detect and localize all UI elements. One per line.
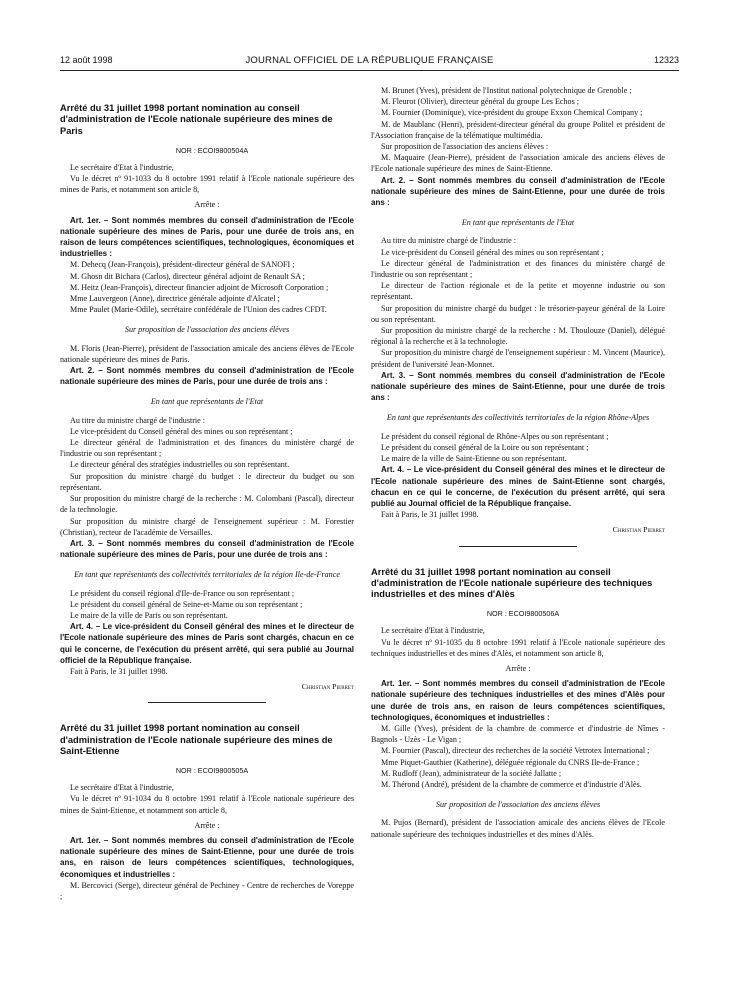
page-header: [60, 55, 679, 69]
paragraph: Le maire de la ville de Paris ou son représentant.: [70, 610, 228, 620]
paragraph: Le maire de la ville de Saint-Etienne ou son représentant.: [381, 454, 567, 464]
paragraph: M. Fournier (Pascal), directeur des recherches de la société Vetrotex International ;: [381, 746, 650, 756]
paragraph: Le secrétaire d'Etat à l'industrie,: [381, 626, 485, 636]
section-heading: En tant que représentants de l'Etat: [150, 397, 264, 407]
paragraph: Le président du conseil général de Seine-et-Marne ou son représentant ;: [70, 599, 303, 609]
paragraph: Le vice-président du Conseil général des mines ou son représentant ;: [70, 426, 293, 436]
paragraph: Sur proposition du ministre chargé de l'enseignement supérieur : M. Forestier (Christian), recteur de l'académie de Versailles.: [60, 516, 354, 537]
page-number: 12323: [653, 55, 679, 65]
article-paragraph: [371, 464, 665, 509]
section-heading: Sur proposition de l'association des anciens élèves: [435, 800, 601, 810]
journal-title: JOURNAL OFFICIEL DE LA RÉPUBLIQUE FRANÇAISE: [245, 55, 494, 66]
article-text: – Sont nommés membres du conseil d'administration de l'Ecole nationale supérieure des mines de Paris, pour une durée de trois ans, en raison de leurs compétences scientifiques, technologiques, économiques et industrielles :: [60, 215, 354, 259]
paragraph: Sur proposition du ministre chargé de l'enseignement supérieur : M. Vincent (Maurice), président de l'université Jean-Monnet.: [371, 348, 665, 369]
paragraph: M. Rudloff (Jean), administrateur de la société Jallatte ;: [381, 768, 562, 778]
article-text: – Le vice-président du Conseil général des mines et le directeur de l'Ecole nationale supérieure des mines de Paris sont chargés, chacun en ce qui le concerne, de l'exécution du présent arrêté, qui sera publié au Journal officiel de la République française.: [60, 622, 354, 665]
section-heading: En tant que représentants des collectivités territoriales de la région Rhône-Alpes: [386, 413, 650, 423]
paragraph: Fait à Paris, le 31 juillet 1998.: [381, 510, 479, 520]
paragraph: Le président du conseil général de la Loire ou son représentant ;: [381, 442, 589, 452]
paragraph: Fait à Paris, le 31 juillet 1998.: [70, 666, 168, 676]
paragraph: Vu le décret nº 91-1034 du 8 octobre 1991 relatif à l'Ecole nationale supérieure des mines de Saint-Etienne, et notamment son article 8,: [60, 794, 354, 815]
section-heading: En tant que représentants de l'Etat: [461, 218, 575, 228]
article-label: Art. 1er.: [70, 215, 104, 225]
paragraph: Mme Paulet (Marie-Odile), secrétaire confédérale de l'Union des cadres CFDT.: [70, 305, 327, 315]
paragraph: Le président du conseil régional de Rhône-Alpes ou son représentant ;: [381, 431, 609, 441]
paragraph: M. Floris (Jean-Pierre), président de l'association amicale des anciens élèves de l'Ecole nationale supérieure des mines de Paris.: [60, 343, 354, 364]
article-label: Art. 3.: [381, 370, 410, 380]
paragraph: M. Heitz (Jean-François), directeur financier adjoint de Microsoft Corporation ;: [70, 282, 329, 292]
paragraph: Le directeur général des stratégies industrielles ou son représentant.: [70, 460, 290, 470]
paragraph: Sur proposition de l'association des anciens élèves :: [381, 142, 549, 152]
paragraph: M. Thérond (André), président de la chambre de commerce et d'industrie d'Alès.: [381, 779, 642, 789]
section-heading: Sur proposition de l'association des anciens élèves: [124, 325, 290, 335]
paragraph: Le directeur de l'action régionale et de la petite et moyenne industrie ou son représentant.: [371, 281, 665, 302]
article-text: – Sont nommés membres du conseil d'administration de l'Ecole nationale supérieure des mines de Saint-Etienne, pour une durée de trois ans, en raison de leurs compétences scientifiques, technologiques, économiques et industrielles :: [60, 835, 354, 879]
article-paragraph: [60, 835, 354, 880]
paragraph: Le directeur général de l'administration et des finances du ministère chargé de l'industrie ou son représentant ;: [371, 258, 665, 280]
article-label: Art. 4.: [70, 622, 96, 632]
article-text: – Sont nommés membres du conseil d'administration de l'Ecole nationale supérieure des mines de Paris, pour une durée de trois ans :: [60, 538, 354, 560]
paragraph: Sur proposition du ministre chargé de la recherche : M. Colombani (Pascal), directeur de la technologie.: [60, 494, 354, 515]
article-paragraph: [371, 370, 665, 404]
article-label: Art. 1er.: [381, 679, 415, 689]
paragraph: Mme Lauvergeon (Anne), directrice générale adjointe d'Alcatel ;: [70, 294, 280, 304]
paragraph: M. Ghosn dit Bichara (Carlos), directeur général adjoint de Renault SA ;: [70, 271, 305, 281]
article-text: – Sont nommés membres du conseil d'administration de l'Ecole nationale supérieure des techniques industrielles et des mines d'Alès pour une durée de trois ans, en raison de leurs compétences scientifiques, technologiques, économiques et industrielles :: [371, 679, 665, 722]
article-label: Art. 3.: [70, 538, 99, 548]
paragraph: Au titre du ministre chargé de l'industrie :: [381, 236, 517, 246]
decree-title: Arrêté du 31 juillet 1998 portant nomination au conseil d'administration de l'Ecole nationale supérieure des mines de Paris: [60, 103, 333, 136]
paragraph: M. Fournier (Dominique), vice-président du groupe Exxon Chemical Company ;: [381, 108, 643, 118]
paragraph: M. Gille (Yves), président de la chambre de commerce et d'industrie de Nîmes - Bagnols - Uzès - Le Vigan ;: [371, 723, 665, 745]
paragraph: Sur proposition du ministre chargé du budget : le trésorier-payeur général de la Loire ou son représentant.: [371, 303, 665, 324]
paragraph: Le directeur général de l'administration et des finances du ministère chargé de l'industrie ou son représentant ;: [60, 438, 354, 459]
article-text: – Sont nommés membres du conseil d'administration de l'Ecole nationale supérieure des mines de Saint-Etienne, pour une durée de trois ans :: [371, 370, 665, 403]
paragraph: M. Bercovici (Serge), directeur général de Pechiney - Centre de recherches de Voreppe ;: [60, 880, 354, 901]
article-paragraph: [60, 538, 354, 560]
paragraph: Le vice-président du Conseil général des mines ou son représentant ;: [381, 247, 604, 257]
right-column: [371, 85, 665, 840]
left-column: [60, 85, 354, 902]
paragraph: M. Maquaire (Jean-Pierre), président de l'association amicale des anciens élèves de l'Ecole nationale supérieure des mines de Saint-Etienne.: [371, 153, 665, 174]
article-paragraph: [371, 678, 665, 723]
paragraph: Le secrétaire d'Etat à l'industrie,: [70, 162, 174, 172]
paragraph: M. Dehecq (Jean-François), président-directeur général de SANOFI ;: [70, 260, 295, 270]
header-rule: [60, 70, 679, 71]
signature: Christian Pierret: [612, 525, 665, 535]
paragraph: M. Brunet (Yves), président de l'Institut national polytechnique de Grenoble ;: [381, 86, 632, 95]
arrete-heading: Arrête :: [505, 663, 531, 673]
article-paragraph: [60, 621, 354, 666]
article-text: – Sont nommés membres du conseil d'administration de l'Ecole nationale supérieure des mines de Paris, pour une durée de trois ans :: [60, 366, 354, 387]
section-separator: [459, 546, 577, 547]
paragraph: Le président du conseil régional d'Ile-de-France ou son représentant ;: [70, 588, 295, 598]
arrete-heading: Arrête :: [194, 820, 220, 830]
arrete-heading: Arrête :: [194, 200, 220, 210]
paragraph: M. Fleurot (Olivier), directeur général du groupe Les Echos ;: [381, 97, 580, 107]
paragraph: Mme Piquet-Gauthier (Katherine), déléguée régionale du CNRS Ile-de-France ;: [381, 757, 640, 767]
article-text: – Sont nommés membres du conseil d'administration de l'Ecole nationale supérieure des mines de Saint-Etienne, pour une durée de trois ans :: [371, 175, 665, 208]
issue-date: 12 août 1998: [60, 55, 113, 65]
nor-reference: NOR : ECOI9800504A: [175, 145, 249, 155]
paragraph: Sur proposition du ministre chargé de la recherche : M. Thoulouze (Daniel), délégué régional à la recherche et à la technologie.: [371, 326, 665, 347]
article-label: Art. 1er.: [70, 835, 104, 845]
article-text: – Le vice-président du Conseil général des mines et le directeur de l'Ecole nationale supérieure des mines de Saint-Etienne sont chargés, chacun en ce qui le concerne, de l'exécution du présent arrêté, qui sera publié au Journal officiel de la République française.: [371, 465, 665, 508]
section-heading: En tant que représentants des collectivités territoriales de la région Ile-de-France: [74, 570, 340, 580]
paragraph: Le secrétaire d'Etat à l'industrie,: [70, 783, 174, 793]
decree-title: Arrêté du 31 juillet 1998 portant nomination au conseil d'administration de l'Ecole nationale supérieure des techniques industrielles et des mines d'Alès: [371, 566, 653, 600]
nor-reference: NOR : ECOI9800506A: [486, 609, 560, 619]
article-label: Art. 4.: [381, 465, 407, 475]
paragraph: M. de Maublanc (Henri), président-directeur général du groupe Politel et président de l'Association française de la télématique multimédia.: [371, 119, 665, 140]
article-label: Art. 2.: [70, 366, 99, 376]
article-paragraph: [60, 215, 354, 260]
paragraph: Au titre du ministre chargé de l'industrie :: [70, 415, 206, 425]
article-label: Art. 2.: [381, 175, 410, 185]
paragraph: Vu le décret nº 91-1033 du 8 octobre 1991 relatif à l'Ecole nationale supérieure des mines de Paris, et notamment son article 8,: [60, 174, 354, 195]
section-separator: [148, 702, 266, 703]
paragraph: M. Pujos (Bernard), président de l'association amicale des anciens élèves de l'Ecole nationale supérieure des techniques industrielles et des mines d'Alès.: [371, 818, 665, 839]
article-paragraph: [60, 365, 354, 387]
paragraph: Vu le décret nº 91-1035 du 8 octobre 1991 relatif à l'Ecole nationale supérieure des techniques industrielles et des mines d'Alès, et notamment son article 8,: [371, 637, 665, 658]
paragraph: Sur proposition du ministre chargé du budget : le directeur du budget ou son représentant.: [60, 471, 354, 492]
nor-reference: NOR : ECOI9800505A: [175, 765, 249, 775]
signature: Christian Pierret: [301, 682, 354, 692]
decree-title: Arrêté du 31 juillet 1998 portant nomination au conseil d'administration de l'Ecole nationale supérieure des mines de Saint-Etienne: [60, 723, 333, 756]
article-paragraph: [371, 175, 665, 209]
